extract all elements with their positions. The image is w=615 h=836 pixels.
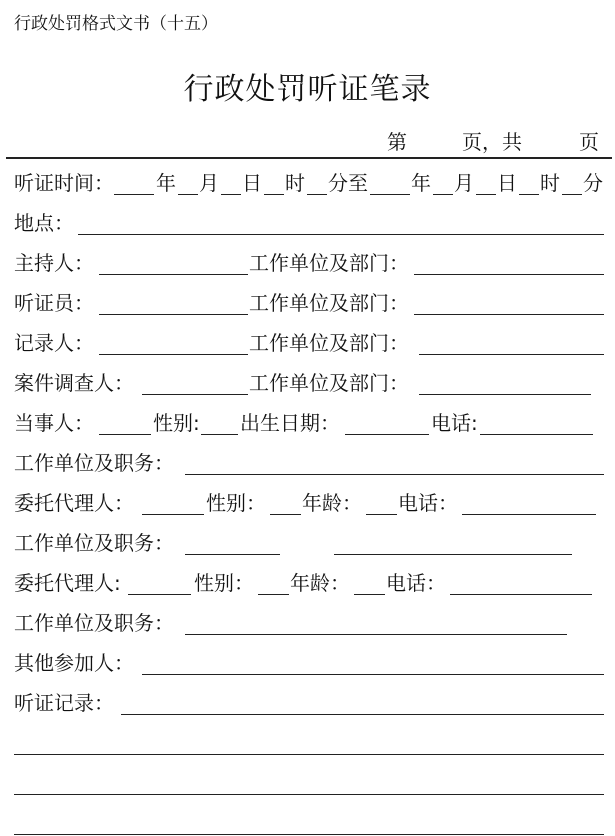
agent1-gender-label: 性别：	[206, 491, 266, 515]
hearing-start-day-field[interactable]	[221, 194, 241, 195]
minute-to-label: 分至	[328, 171, 368, 195]
page-ye-label: 页	[579, 130, 599, 154]
investigator-unit-field[interactable]	[419, 394, 591, 395]
record-line[interactable]	[14, 794, 604, 795]
party-label: 当事人：	[14, 411, 94, 435]
agent2-phone-label: 电话：	[386, 571, 446, 595]
officer-unit-label: 工作单位及部门：	[249, 291, 409, 315]
hearing-end-month-field[interactable]	[433, 194, 453, 195]
investigator-label: 案件调查人：	[14, 371, 134, 395]
hearing-start-minute-field[interactable]	[307, 194, 327, 195]
recorder-unit-field[interactable]	[419, 354, 604, 355]
hearing-end-hour-field[interactable]	[519, 194, 539, 195]
document-title: 行政处罚听证笔录	[183, 72, 432, 107]
agent1-job-field-a[interactable]	[185, 554, 280, 555]
officer-label: 听证员：	[14, 291, 94, 315]
agent1-phone-label: 电话：	[398, 491, 458, 515]
party-birth-label: 出生日期：	[240, 411, 340, 435]
record-line[interactable]	[14, 834, 604, 835]
place-label: 地点：	[14, 211, 74, 235]
header-rule	[6, 157, 612, 159]
hearing-end-day-field[interactable]	[476, 194, 496, 195]
party-gender-label: 性别:	[153, 411, 200, 435]
agent1-gender-field[interactable]	[270, 514, 301, 515]
day-label-2: 日	[497, 171, 517, 195]
party-birth-field[interactable]	[345, 434, 429, 435]
recorder-label: 记录人：	[14, 331, 94, 355]
hearing-start-hour-field[interactable]	[264, 194, 284, 195]
document-series-label: 行政处罚格式文书（十五）	[14, 14, 218, 34]
party-gender-field[interactable]	[201, 434, 238, 435]
host-unit-field[interactable]	[414, 274, 604, 275]
agent2-label: 委托代理人:	[14, 571, 121, 595]
hearing-end-minute-field[interactable]	[562, 194, 582, 195]
page-total-label: 页，共	[462, 130, 522, 154]
others-field[interactable]	[142, 674, 604, 675]
agent2-age-label: 年龄：	[290, 571, 350, 595]
agent1-name-field[interactable]	[142, 514, 204, 515]
hour-label: 时	[285, 171, 305, 195]
investigator-field[interactable]	[142, 394, 248, 395]
hearing-start-year-field[interactable]	[114, 194, 154, 195]
place-field[interactable]	[78, 234, 604, 235]
year-label-2: 年	[411, 171, 431, 195]
record-line[interactable]	[14, 754, 604, 755]
agent2-gender-label: 性别：	[194, 571, 254, 595]
host-unit-label: 工作单位及部门：	[249, 251, 409, 275]
month-label-2: 月	[454, 171, 474, 195]
recorder-field[interactable]	[99, 354, 248, 355]
minute-label-2: 分	[583, 171, 603, 195]
party-phone-label: 电话:	[431, 411, 478, 435]
party-job-field[interactable]	[185, 474, 604, 475]
investigator-unit-label: 工作单位及部门：	[249, 371, 409, 395]
day-label: 日	[242, 171, 262, 195]
hearing-end-year-field[interactable]	[370, 194, 410, 195]
year-label: 年	[156, 171, 176, 195]
agent2-name-field[interactable]	[128, 594, 191, 595]
host-field[interactable]	[99, 274, 248, 275]
record-label: 听证记录：	[14, 691, 114, 715]
hour-label-2: 时	[540, 171, 560, 195]
agent1-age-label: 年龄：	[302, 491, 362, 515]
agent2-job-label: 工作单位及职务：	[14, 611, 174, 635]
officer-field[interactable]	[99, 314, 248, 315]
others-label: 其他参加人：	[14, 651, 134, 675]
party-name-field[interactable]	[99, 434, 151, 435]
agent1-job-label: 工作单位及职务：	[14, 531, 174, 555]
record-field[interactable]	[121, 714, 604, 715]
month-label: 月	[199, 171, 219, 195]
hearing-start-month-field[interactable]	[178, 194, 198, 195]
hearing-time-label: 听证时间：	[14, 171, 114, 195]
party-job-label: 工作单位及职务：	[14, 451, 174, 475]
agent2-age-field[interactable]	[354, 594, 385, 595]
agent2-gender-field[interactable]	[258, 594, 289, 595]
recorder-unit-label: 工作单位及部门：	[249, 331, 409, 355]
agent2-job-field[interactable]	[185, 634, 567, 635]
host-label: 主持人：	[14, 251, 94, 275]
agent1-age-field[interactable]	[366, 514, 397, 515]
agent1-phone-field[interactable]	[462, 514, 596, 515]
page-di-label: 第	[387, 130, 407, 154]
agent2-phone-field[interactable]	[450, 594, 592, 595]
party-phone-field[interactable]	[480, 434, 593, 435]
officer-unit-field[interactable]	[414, 314, 604, 315]
agent1-label: 委托代理人：	[14, 491, 134, 515]
agent1-job-field-b[interactable]	[334, 554, 572, 555]
